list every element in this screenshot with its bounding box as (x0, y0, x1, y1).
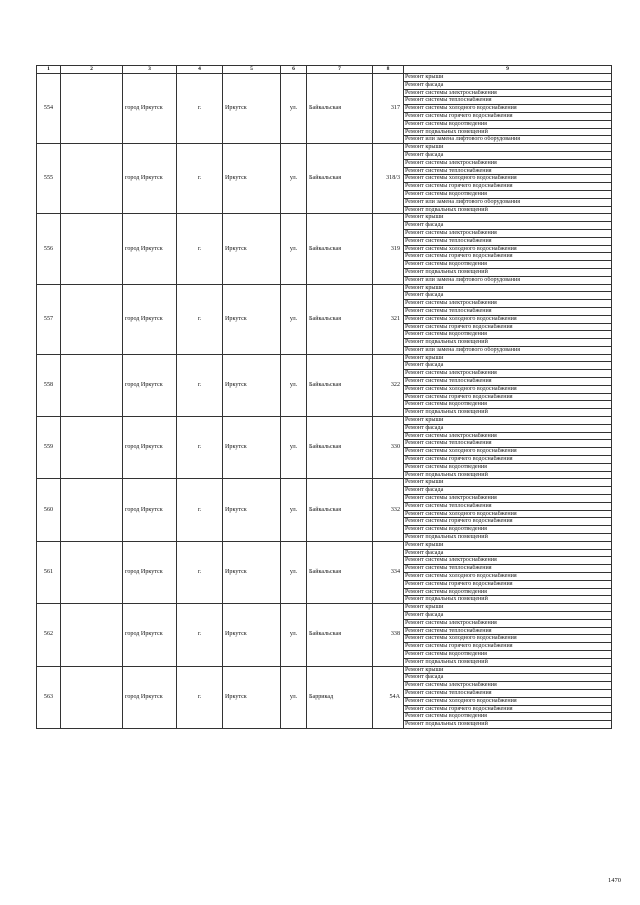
work-item: Ремонт системы холодного водоснабжения (404, 245, 612, 253)
work-item: Ремонт крыши (404, 417, 612, 425)
work-item: Ремонт подвальных помещений (404, 268, 612, 276)
work-item: Ремонт фасада (404, 424, 612, 432)
house-number-cell: 334 (373, 541, 404, 603)
work-item: Ремонт системы водоотведения (404, 190, 612, 198)
street-type-cell: ул. (281, 284, 307, 354)
header-cell: 5 (223, 66, 281, 74)
work-item: Ремонт крыши (404, 284, 612, 292)
work-item: Ремонт или замена лифтового оборудования (404, 276, 612, 284)
empty-cell (61, 74, 123, 144)
work-item: Ремонт системы теплоснабжения (404, 440, 612, 448)
work-item: Ремонт системы водоотведения (404, 120, 612, 128)
locality-type-cell: г. (177, 214, 223, 284)
work-item: Ремонт подвальных помещений (404, 534, 612, 542)
work-item: Ремонт подвальных помещений (404, 596, 612, 604)
street-type-cell: ул. (281, 541, 307, 603)
work-item: Ремонт фасада (404, 362, 612, 370)
empty-cell (61, 541, 123, 603)
work-item: Ремонт или замена лифтового оборудования (404, 136, 612, 144)
work-item: Ремонт системы горячего водоснабжения (404, 643, 612, 651)
empty-cell (61, 479, 123, 541)
table-row (37, 666, 612, 674)
empty-cell (61, 417, 123, 479)
table-row (37, 479, 612, 487)
work-item: Ремонт системы теплоснабжения (404, 237, 612, 245)
house-number-cell: 318/3 (373, 144, 404, 214)
table-row (37, 604, 612, 612)
table-row (37, 144, 612, 152)
row-number: 557 (37, 284, 61, 354)
header-cell: 9 (404, 66, 612, 74)
house-number-cell: 319 (373, 214, 404, 284)
work-item: Ремонт системы электроснабжения (404, 495, 612, 503)
street-type-cell: ул. (281, 604, 307, 666)
work-item: Ремонт или замена лифтового оборудования (404, 198, 612, 206)
municipality-cell: город Иркутск (123, 417, 177, 479)
work-item: Ремонт системы водоотведения (404, 713, 612, 721)
locality-type-cell: г. (177, 284, 223, 354)
house-number-cell: 54А (373, 666, 404, 728)
work-item: Ремонт крыши (404, 541, 612, 549)
table-row (37, 284, 612, 292)
work-item: Ремонт системы горячего водоснабжения (404, 705, 612, 713)
work-item: Ремонт системы электроснабжения (404, 89, 612, 97)
house-number-cell: 330 (373, 417, 404, 479)
row-number: 555 (37, 144, 61, 214)
house-number-cell: 317 (373, 74, 404, 144)
house-number-cell: 322 (373, 354, 404, 416)
street-cell: Байкальская (307, 604, 373, 666)
work-item: Ремонт или замена лифтового оборудования (404, 346, 612, 354)
header-cell: 2 (61, 66, 123, 74)
street-type-cell: ул. (281, 666, 307, 728)
work-item: Ремонт крыши (404, 604, 612, 612)
row-number: 556 (37, 214, 61, 284)
work-item: Ремонт фасада (404, 549, 612, 557)
locality-cell: Иркутск (223, 214, 281, 284)
work-item: Ремонт системы горячего водоснабжения (404, 253, 612, 261)
empty-cell (61, 144, 123, 214)
work-item: Ремонт системы теплоснабжения (404, 502, 612, 510)
municipality-cell: город Иркутск (123, 214, 177, 284)
street-cell: Байкальская (307, 479, 373, 541)
work-item: Ремонт системы водоотведения (404, 331, 612, 339)
street-cell: Байкальская (307, 284, 373, 354)
work-item: Ремонт системы электроснабжения (404, 159, 612, 167)
work-item: Ремонт системы теплоснабжения (404, 627, 612, 635)
work-item: Ремонт системы холодного водоснабжения (404, 385, 612, 393)
locality-type-cell: г. (177, 604, 223, 666)
work-item: Ремонт системы холодного водоснабжения (404, 635, 612, 643)
work-item: Ремонт фасада (404, 151, 612, 159)
work-item: Ремонт системы электроснабжения (404, 300, 612, 308)
work-item: Ремонт подвальных помещений (404, 128, 612, 136)
work-item: Ремонт крыши (404, 666, 612, 674)
work-item: Ремонт системы холодного водоснабжения (404, 448, 612, 456)
work-item: Ремонт системы водоотведения (404, 261, 612, 269)
work-item: Ремонт крыши (404, 74, 612, 82)
header-cell: 1 (37, 66, 61, 74)
table-row (37, 354, 612, 362)
municipality-cell: город Иркутск (123, 144, 177, 214)
table-row (37, 541, 612, 549)
locality-cell: Иркутск (223, 284, 281, 354)
work-item: Ремонт системы теплоснабжения (404, 565, 612, 573)
header-row (37, 66, 612, 74)
header-cell: 4 (177, 66, 223, 74)
locality-cell: Иркутск (223, 74, 281, 144)
work-item: Ремонт системы холодного водоснабжения (404, 105, 612, 113)
work-item: Ремонт подвальных помещений (404, 409, 612, 417)
street-type-cell: ул. (281, 214, 307, 284)
work-item: Ремонт системы горячего водоснабжения (404, 183, 612, 191)
empty-cell (61, 604, 123, 666)
work-item: Ремонт системы водоотведения (404, 401, 612, 409)
locality-cell: Иркутск (223, 604, 281, 666)
table-row (37, 417, 612, 425)
municipality-cell: город Иркутск (123, 284, 177, 354)
work-item: Ремонт системы электроснабжения (404, 229, 612, 237)
locality-cell: Иркутск (223, 479, 281, 541)
locality-cell: Иркутск (223, 666, 281, 728)
street-cell: Байкальская (307, 354, 373, 416)
municipality-cell: город Иркутск (123, 354, 177, 416)
work-item: Ремонт крыши (404, 144, 612, 152)
work-item: Ремонт фасада (404, 674, 612, 682)
house-number-cell: 332 (373, 479, 404, 541)
work-item: Ремонт системы водоотведения (404, 526, 612, 534)
work-item: Ремонт системы теплоснабжения (404, 167, 612, 175)
header-cell: 8 (373, 66, 404, 74)
work-item: Ремонт системы теплоснабжения (404, 378, 612, 386)
municipality-cell: город Иркутск (123, 604, 177, 666)
locality-type-cell: г. (177, 144, 223, 214)
work-item: Ремонт системы холодного водоснабжения (404, 573, 612, 581)
row-number: 554 (37, 74, 61, 144)
repair-schedule-table (36, 65, 612, 729)
work-item: Ремонт системы теплоснабжения (404, 97, 612, 105)
work-item: Ремонт системы теплоснабжения (404, 689, 612, 697)
row-number: 561 (37, 541, 61, 603)
work-item: Ремонт системы холодного водоснабжения (404, 697, 612, 705)
work-item: Ремонт системы горячего водоснабжения (404, 112, 612, 120)
work-item: Ремонт крыши (404, 479, 612, 487)
work-item: Ремонт системы водоотведения (404, 650, 612, 658)
work-item: Ремонт системы холодного водоснабжения (404, 315, 612, 323)
row-number: 560 (37, 479, 61, 541)
work-item: Ремонт системы горячего водоснабжения (404, 580, 612, 588)
work-item: Ремонт системы водоотведения (404, 463, 612, 471)
work-item: Ремонт фасада (404, 292, 612, 300)
work-item: Ремонт системы электроснабжения (404, 432, 612, 440)
locality-type-cell: г. (177, 479, 223, 541)
locality-type-cell: г. (177, 74, 223, 144)
street-cell: Байкальская (307, 144, 373, 214)
locality-type-cell: г. (177, 354, 223, 416)
empty-cell (61, 666, 123, 728)
work-item: Ремонт системы водоотведения (404, 588, 612, 596)
street-cell: Баррикад (307, 666, 373, 728)
empty-cell (61, 284, 123, 354)
empty-cell (61, 214, 123, 284)
work-item: Ремонт подвальных помещений (404, 658, 612, 666)
work-item: Ремонт фасада (404, 222, 612, 230)
locality-cell: Иркутск (223, 144, 281, 214)
work-item: Ремонт подвальных помещений (404, 721, 612, 729)
work-item: Ремонт системы холодного водоснабжения (404, 510, 612, 518)
work-item: Ремонт системы горячего водоснабжения (404, 518, 612, 526)
work-item: Ремонт системы горячего водоснабжения (404, 456, 612, 464)
row-number: 559 (37, 417, 61, 479)
table-row (37, 214, 612, 222)
work-item: Ремонт фасада (404, 81, 612, 89)
work-item: Ремонт подвальных помещений (404, 471, 612, 479)
work-item: Ремонт системы горячего водоснабжения (404, 393, 612, 401)
work-item: Ремонт крыши (404, 214, 612, 222)
work-item: Ремонт системы электроснабжения (404, 682, 612, 690)
work-item: Ремонт фасада (404, 611, 612, 619)
street-type-cell: ул. (281, 354, 307, 416)
work-item: Ремонт системы электроснабжения (404, 557, 612, 565)
work-item: Ремонт системы холодного водоснабжения (404, 175, 612, 183)
work-item: Ремонт подвальных помещений (404, 339, 612, 347)
empty-cell (61, 354, 123, 416)
street-cell: Байкальская (307, 417, 373, 479)
work-item: Ремонт системы электроснабжения (404, 370, 612, 378)
municipality-cell: город Иркутск (123, 666, 177, 728)
page-number: 1470 (608, 877, 621, 884)
locality-type-cell: г. (177, 666, 223, 728)
municipality-cell: город Иркутск (123, 479, 177, 541)
locality-cell: Иркутск (223, 417, 281, 479)
municipality-cell: город Иркутск (123, 74, 177, 144)
house-number-cell: 321 (373, 284, 404, 354)
street-cell: Байкальская (307, 74, 373, 144)
work-item: Ремонт фасада (404, 487, 612, 495)
table-row (37, 74, 612, 82)
street-type-cell: ул. (281, 74, 307, 144)
street-cell: Байкальская (307, 541, 373, 603)
row-number: 558 (37, 354, 61, 416)
municipality-cell: город Иркутск (123, 541, 177, 603)
row-number: 563 (37, 666, 61, 728)
header-cell: 7 (307, 66, 373, 74)
row-number: 562 (37, 604, 61, 666)
locality-cell: Иркутск (223, 354, 281, 416)
work-item: Ремонт системы горячего водоснабжения (404, 323, 612, 331)
street-type-cell: ул. (281, 479, 307, 541)
work-item: Ремонт системы электроснабжения (404, 619, 612, 627)
header-cell: 6 (281, 66, 307, 74)
work-item: Ремонт системы теплоснабжения (404, 307, 612, 315)
work-item: Ремонт крыши (404, 354, 612, 362)
locality-type-cell: г. (177, 417, 223, 479)
house-number-cell: 338 (373, 604, 404, 666)
street-cell: Байкальская (307, 214, 373, 284)
header-cell: 3 (123, 66, 177, 74)
work-item: Ремонт подвальных помещений (404, 206, 612, 214)
locality-type-cell: г. (177, 541, 223, 603)
locality-cell: Иркутск (223, 541, 281, 603)
street-type-cell: ул. (281, 144, 307, 214)
street-type-cell: ул. (281, 417, 307, 479)
